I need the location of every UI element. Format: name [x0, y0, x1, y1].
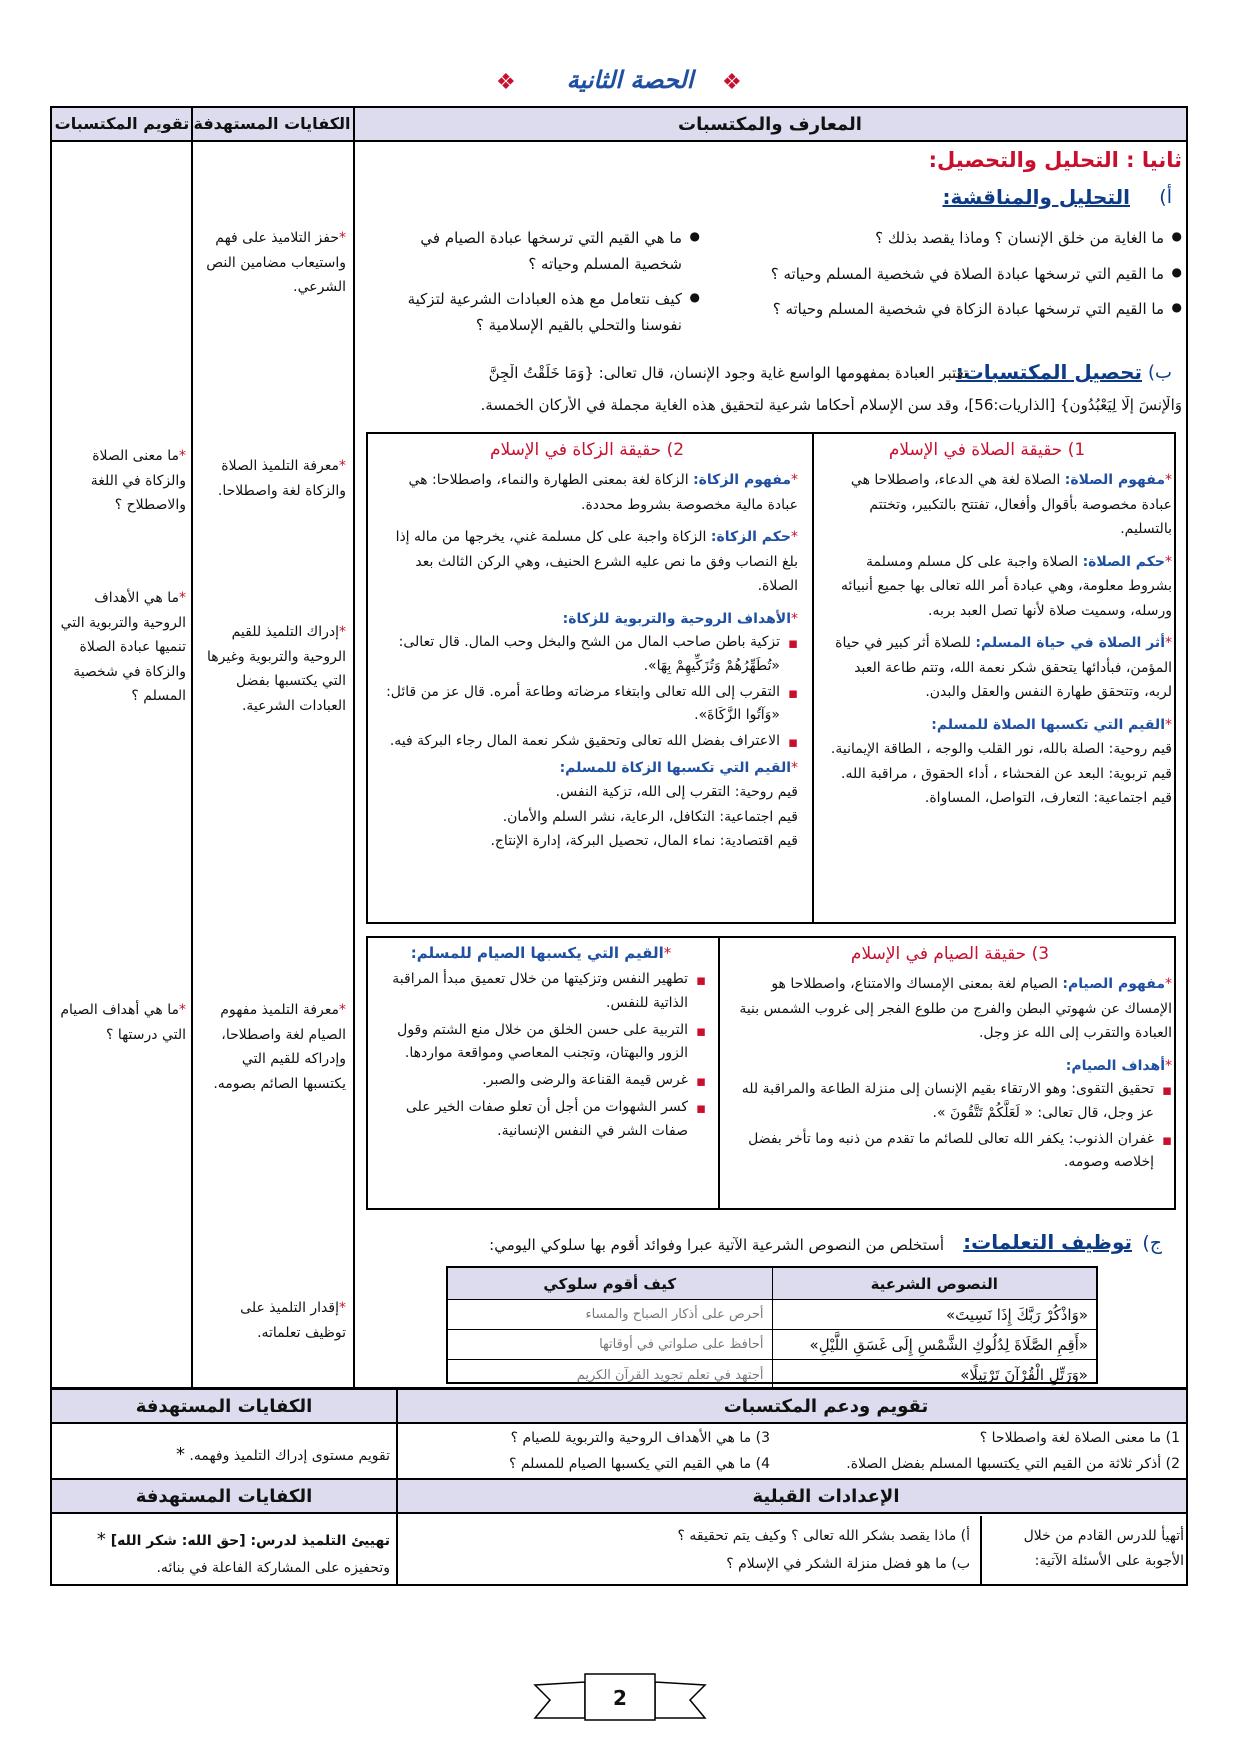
title-ornament-right: ❖ — [722, 70, 742, 95]
siyam-goals-title: أهداف الصيام: — [1065, 1057, 1165, 1074]
a-questions-right — [742, 226, 1182, 333]
eval-support-title: تقويم ودعم المكتسبات — [723, 1396, 929, 1417]
zakat-value-2: قيم اجتماعية: التكافل، الرعاية، نشر السلم والأمان. — [502, 808, 798, 825]
table-row — [448, 1330, 1096, 1360]
section-title: ثانيا : التحليل والتحصيل: — [928, 148, 1182, 172]
list-item: ● كيف نتعامل مع هذه العبادات الشرعية لتزكية نفوسنا والتحلي بالقيم الإسلامية ؟ — [380, 287, 700, 338]
prep-intro: أتهيأ للدرس القادم من خلال الأجوبة على الأسئلة الآتية: — [1023, 1528, 1184, 1569]
list-item: ▪ التربية على حسن الخلق من خلال منع الشتم وقول الزور والبهتان، وتجنب المعاصي ومواقعة مواردها. — [376, 1019, 706, 1067]
list-item: ▪ الاعتراف بفضل الله تعالى وتحقيق شكر نعمة المال رجاء البركة فيه. — [376, 730, 798, 754]
salat-hk: الصلاة واجبة على كل مسلم ومسلمة بشروط معلومة، وهي عبادة أمر الله تعالى بها جميع أنبيائه ورسله، وسميت صلاة لأنها تصل العبد بربه. — [841, 553, 1172, 619]
bottom2-divider — [396, 1480, 398, 1584]
header-eval: تقويم المكتسبات — [54, 114, 190, 133]
zakat-def: الزكاة لغة بمعنى الطهارة والنماء، واصطلاحا: هي عبادة مالية مخصوصة بشروط محددة. — [408, 472, 798, 513]
siyam-values-title: القيم التي يكسبها الصيام للمسلم: — [410, 944, 664, 962]
zakat-value-1: قيم روحية: التقرب إلى الله، تزكية النفس. — [555, 784, 798, 801]
bottom1-comp: تقويم مستوى إدراك التلميذ وفهمه. * — [175, 1444, 390, 1465]
list-item: ▪ كسر الشهوات من أجل أن تعلو صفات الخير على صفات الشر في النفس الإنسانية. — [376, 1096, 706, 1144]
prep-q-b: ب) ما هو فضل منزلة الشكر في الإسلام ؟ — [726, 1556, 970, 1572]
eval-1: *ما معنى الصلاة والزكاة في اللغة والاصطلاح ؟ — [90, 448, 186, 513]
table-row — [448, 1360, 1096, 1390]
salat-at: للصلاة أثر كبير في حياة المؤمن، فبأدائها يتحقق شكر نعمة الله، وتتم طاعة العبد لربه، وتتحقق طهارة النفس والعقل والبدن. — [835, 635, 1172, 700]
zakat-def-title: مفهوم الزكاة: — [693, 472, 791, 488]
c-label: ج) — [1142, 1232, 1162, 1254]
list-item: ● ما القيم التي ترسخها عبادة الصلاة في شخصية المسلم وحياته ؟ — [742, 262, 1182, 288]
a-label: أ) — [1159, 186, 1172, 208]
table-cell: أحرص على أذكار الصباح والمساء — [585, 1307, 764, 1322]
salat-section: 1) حقيقة الصلاة في الإسلام *مفهوم الصلاة: الصلاة لغة هي الدعاء، واصطلاحا هي عبادة مخصوصة بأقوال وأفعال، تفتتح بالتكبير، وتختتم بالتسليم. *حكم الصلاة: الصلاة واجبة على كل مسلم ومسلمة بشروط معلومة، وهي عبادة أمر الله تعالى بها جميع أنبيائه ورسله، وسميت صلاة لأنها تصل العبد بربه. *أثر الصلاة في حياة المسلم: للصلاة أثر كبير في حياة المؤمن، فبأدائها يتحقق شكر نعمة الله، وتتم طاعة العبد لربه، وتتحقق طهارة النفس والعقل والبدن. *القيم التي تكسبها الصلاة للمسلم: قيم روحية: الصلة بالله، نور القلب والوجه ، الطاقة الإيمانية. قيم تربوية: البعد عن الفحشاء ، أداء الحقوق ، مراقبة الله. قيم اجتماعية: التعارف، التواصل، المساواة. — [822, 440, 1172, 811]
list-item: ● ما الغاية من خلق الإنسان ؟ وماذا يقصد بذلك ؟ — [742, 226, 1182, 252]
col-divider-1 — [191, 108, 193, 1392]
b-title: تحصيل المكتسبات: — [955, 360, 1142, 384]
zakat-goals-title: الأهداف الروحية والتربوية للزكاة: — [562, 610, 791, 627]
siyam-def-title: مفهوم الصيام: — [1062, 976, 1165, 992]
siyam-divider — [718, 938, 720, 1208]
bottom2-divider-2 — [980, 1516, 982, 1584]
comp-1: *حفز التلاميذ على فهم واستيعاب مضامين النص الشرعي. — [206, 230, 346, 295]
bq-4: 4) ما هي القيم التي يكسبها الصيام للمسلم ؟ — [508, 1456, 770, 1472]
table-row — [448, 1300, 1096, 1330]
zakat-hk-title: حكم الزكاة: — [710, 529, 791, 545]
salat-heading: 1) حقيقة الصلاة في الإسلام — [888, 440, 1086, 460]
page-number: 2 — [613, 1686, 627, 1710]
c-table — [446, 1266, 1098, 1384]
c-title: توظيف التعلمات: — [963, 1230, 1132, 1254]
prep-comp-title: الكفايات المستهدفة — [135, 1486, 313, 1507]
salat-at-title: أثر الصلاة في حياة المسلم: — [975, 635, 1165, 651]
zakat-hk: الزكاة واجبة على كل مسلمة غني، يخرجها من ماله إذا بلغ النصاب وفق ما نص عليه الشرع الحنيف، وهي الركن الثالث بعد الصلاة. — [395, 529, 798, 594]
title-ornament-left: ❖ — [496, 70, 516, 95]
header-comp: الكفايات المستهدفة — [193, 114, 351, 133]
header-know: المعارف والمكتسبات — [678, 114, 862, 135]
list-item: ● ما القيم التي ترسخها عبادة الزكاة في شخصية المسلم وحياته ؟ — [742, 297, 1182, 323]
list-item: ▪ غفران الذنوب: يكفر الله تعالى للصائم ما تقدم من ذنبه وما تأخر بفضل إخلاصه وصومه. — [728, 1128, 1172, 1176]
salat-def: الصلاة لغة هي الدعاء، واصطلاحا هي عبادة مخصوصة بأقوال وأفعال، تفتتح بالتكبير، وتختتم بالتسليم. — [850, 472, 1172, 537]
table-cell: «أَقِمِ الصَّلَاةَ لِدُلُوكِ الشَّمْسِ إِلَى غَسَقِ اللَّيْلِ» — [772, 1330, 1097, 1359]
b-line2: وَالْإِنسَ إِلَّا لِيَعْبُدُونِ} [الذاريات:56]، وقد سن الإسلام أحكاما شرعية لتحقيق هذه الغاية مجملة في الأركان الخمسة. — [480, 396, 1182, 414]
salat-value-2: قيم تربوية: البعد عن الفحشاء ، أداء الحقوق ، مراقبة الله. — [841, 765, 1172, 782]
salat-values-title: القيم التي تكسبها الصلاة للمسلم: — [931, 716, 1165, 733]
page-title: الحصة الثانية — [566, 66, 694, 94]
prep-q-a: أ) ماذا يقصد بشكر الله تعالى ؟ وكيف يتم تحقيقه ؟ — [677, 1528, 970, 1544]
eval-3: *ما هي أهداف الصيام التي درستها ؟ — [60, 1002, 186, 1043]
table-cell: أجتهد في تعلم تجويد القرآن الكريم — [576, 1367, 764, 1383]
b-label: ب) — [1148, 362, 1172, 383]
comp-2: *معرفة التلميذ الصلاة والزكاة لغة واصطلاحا. — [217, 458, 346, 499]
list-item: ● ما هي القيم التي ترسخها عبادة الصيام في شخصية المسلم وحياته ؟ — [380, 226, 700, 277]
list-item: ▪ تحقيق التقوى: وهو الارتقاء بقيم الإنسان إلى منزلة الطاعة والمراقبة لله عز وجل، قال تعالى: « لَعَلَّكُمْ تَتَّقُونَ ». — [728, 1078, 1172, 1126]
prep-comp: تهييئ التلميذ لدرس: [حق الله: شكر الله] * وتحفيزه على المشاركة الفاعلة في بنائه. — [96, 1529, 390, 1576]
box-divider — [812, 434, 814, 922]
table-cell: «وَاذْكُرْ رَبَّكَ إِذَا نَسِيتَ» — [772, 1300, 1097, 1329]
zakat-values-title: القيم التي تكسبها الزكاة للمسلم: — [559, 759, 791, 776]
prep-title: الإعدادات القبلية — [752, 1486, 900, 1507]
eval-support-comp-title: الكفايات المستهدفة — [135, 1396, 313, 1417]
siyam-section: 3) حقيقة الصيام في الإسلام *مفهوم الصيام: الصيام لغة بمعنى الإمساك والامتناع، واصطلاحا هو الإمساك عن شهوتي البطن والفرج من طلوع الفجر إلى غروب الشمس بنية العبادة والتقرب إلى الله عز وجل. *أهداف الصيام: ▪ تحقيق التقوى: وهو الارتقاء بقيم الإنسان إلى منزلة الطاعة والمراقبة لله عز وجل، قال تعالى: « لَعَلَّكُمْ تَتَّقُونَ ». ▪ غفران الذنوب: يكفر الله تعالى للصائم ما تقدم من ذنبه وما تأخر بفضل إخلاصه وصومه. — [728, 944, 1172, 1177]
list-item: ▪ التقرب إلى الله تعالى وابتغاء مرضاته وطاعة أمره. قال عز من قائل: «وَآتُوا الزَّكَاةَ». — [376, 681, 798, 729]
bq-2: 2) أذكر ثلاثة من القيم التي يكتسبها المسلم بفضل الصلاة. — [846, 1456, 1180, 1472]
salat-hk-title: حكم الصلاة: — [1082, 553, 1165, 570]
salat-value-1: قيم روحية: الصلة بالله، نور القلب والوجه ، الطاقة الإيمانية. — [830, 741, 1172, 757]
siyam-heading: 3) حقيقة الصيام في الإسلام — [850, 944, 1050, 964]
table-header-row — [448, 1268, 1096, 1300]
comp-5: *إقدار التلميذ على توظيف تعلماته. — [240, 1300, 346, 1341]
salat-value-3: قيم اجتماعية: التعارف، التواصل، المساواة. — [924, 790, 1172, 806]
a-questions-left — [380, 226, 700, 348]
b-line1: تعتبر العبادة بمفهومها الواسع غاية وجود الإنسان، قال تعالى: {وَمَا خَلَقْتُ الْجِنَّ — [488, 364, 968, 382]
list-item: ▪ تزكية باطن صاحب المال من الشح والبخل وحب المال. قال تعالى: «تُطَهِّرُهُمْ وَتُزَكِّيهِمْ بِهَا». — [376, 631, 798, 679]
eval-2: *ما هي الأهداف الروحية والتربوية التي تنميها عبادة الصلاة والزكاة في شخصية المسلم ؟ — [60, 590, 186, 704]
list-item: ▪ تطهير النفس وتزكيتها من خلال تعميق مبدأ المراقبة الذاتية للنفس. — [376, 968, 706, 1016]
list-item: ▪ غرس قيمة القناعة والرضى والصبر. — [376, 1069, 706, 1093]
a-title: التحليل والمناقشة: — [942, 185, 1130, 209]
comp-4: *معرفة التلميذ مفهوم الصيام لغة واصطلاحا، وإدراكه للقيم التي يكتسبها الصائم بصومه. — [213, 1002, 346, 1092]
siyam-values: *القيم التي يكسبها الصيام للمسلم: ▪ تطهير النفس وتزكيتها من خلال تعميق مبدأ المراقبة الذاتية للنفس. ▪ التربية على حسن الخلق من خلال منع الشتم وقول الزور والبهتان، وتجنب المعاصي ومواقعة مواردها. ▪ غرس قيمة القناعة والرضى والصبر. ▪ كسر الشهوات من أجل أن تعلو صفات الخير على صفات الشر في النفس الإنسانية. — [376, 944, 706, 1147]
salat-def-title: مفهوم الصلاة: — [1064, 472, 1165, 488]
th-texts: النصوص الشرعية — [772, 1268, 1097, 1299]
table-cell: أحافظ على صلواتي في أوقاتها — [599, 1337, 764, 1352]
th-behavior: كيف أقوم سلوكي — [543, 1275, 677, 1293]
comp-3: *إدراك التلميذ للقيم الروحية والتربوية وغيرها التي يكتسبها بفضل العبادات الشرعية. — [206, 624, 346, 714]
zakat-value-3: قيم اقتصادية: نماء المال، تحصيل البركة، إدارة الإنتاج. — [490, 833, 798, 850]
zakat-heading: 2) حقيقة الزكاة في الإسلام — [489, 440, 685, 460]
zakat-section: 2) حقيقة الزكاة في الإسلام *مفهوم الزكاة: الزكاة لغة بمعنى الطهارة والنماء، واصطلاحا: هي عبادة مالية مخصوصة بشروط محددة. *حكم الزكاة: الزكاة واجبة على كل مسلمة غني، يخرجها من ماله إذا بلغ النصاب وفق ما نص عليه الشرع الحنيف، وهي الركن الثالث بعد الصلاة. *الأهداف الروحية والتربوية للزكاة: ▪ تزكية باطن صاحب المال من الشح والبخل وحب المال. قال تعالى: «تُطَهِّرُهُمْ وَتُزَكِّيهِمْ بِهَا». ▪ التقرب إلى الله تعالى وابتغاء مرضاته وطاعة أمره. قال عز من قائل: «وَآتُوا الزَّكَاةَ». ▪ الاعتراف بفضل الله تعالى وتحقيق شكر نعمة المال رجاء البركة فيه. *القيم التي تكسبها الزكاة للمسلم: قيم روحية: التقرب إلى الله، تزكية النفس. قيم اجتماعية: التكافل، الرعاية، نشر السلم والأمان. قيم اقتصادية: نماء المال، تحصيل البركة، إدارة الإنتاج. — [376, 440, 798, 854]
bottom1-divider — [396, 1390, 398, 1478]
bq-3: 3) ما هي الأهداف الروحية والتربوية للصيام ؟ — [510, 1430, 770, 1446]
col-divider-2 — [353, 108, 355, 1392]
siyam-def: الصيام لغة بمعنى الإمساك والامتناع، واصطلاحا هو الإمساك عن شهوتي البطن والفرج من طلوع الفجر إلى غروب الشمس بنية العبادة والتقرب إلى الله عز وجل. — [739, 976, 1172, 1041]
table-cell: «وَرَتِّلِ الْقُرْآنَ تَرْتِيلًا» — [772, 1360, 1097, 1390]
bq-1: 1) ما معنى الصلاة لغة واصطلاحا ؟ — [979, 1430, 1180, 1446]
c-text: أستخلص من النصوص الشرعية الآتية عبرا وفوائد أقوم بها سلوكي اليومي: — [489, 1236, 944, 1254]
